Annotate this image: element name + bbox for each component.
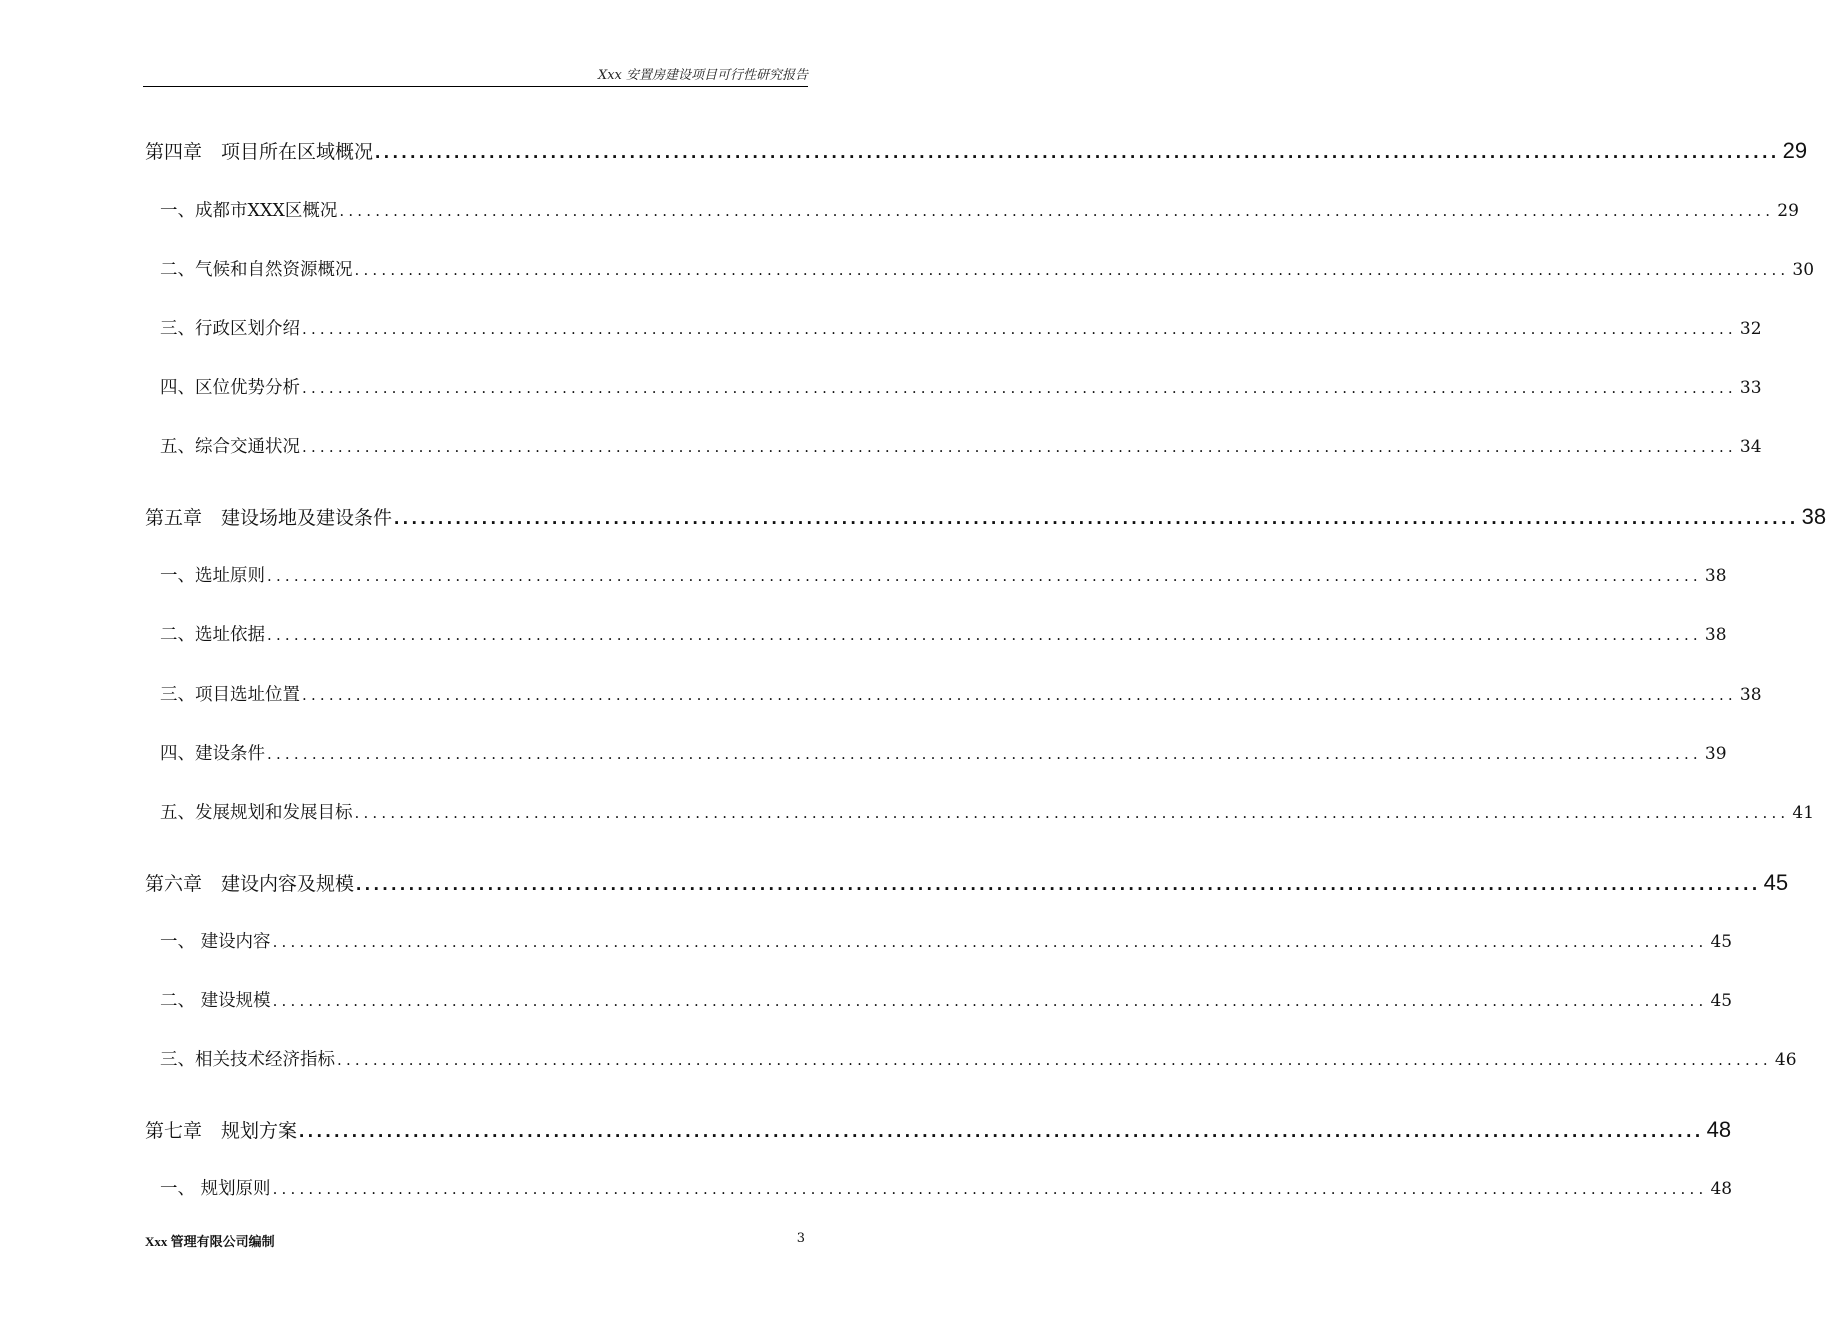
dot-leader: ................................................................................................................................................................ xyxy=(272,933,1708,951)
dot-leader: ................................................................................................................................................................ xyxy=(375,142,1780,163)
dot-leader: ................................................................................................................................................................ xyxy=(272,992,1708,1010)
toc-section-4-3[interactable] xyxy=(160,315,1762,340)
dot-leader: ................................................................................................................................................................ xyxy=(267,745,1702,763)
toc-section-4-5[interactable] xyxy=(160,433,1762,458)
dot-leader: ................................................................................................................................................................ xyxy=(302,438,1737,456)
toc-section-5-1[interactable] xyxy=(160,562,1727,587)
toc-page-number: 38 xyxy=(1739,685,1762,705)
dot-leader: ................................................................................................................................................................ xyxy=(354,804,1790,822)
dot-leader: ................................................................................................................................................................ xyxy=(339,202,1775,220)
toc-entry-label: 第七章 规划方案 xyxy=(145,1120,298,1142)
dot-leader: ................................................................................................................................................................ xyxy=(302,379,1737,397)
toc-entry-label: 一、选址原则 xyxy=(160,566,265,586)
toc-section-4-2[interactable] xyxy=(160,256,1815,281)
toc-section-5-3[interactable] xyxy=(160,681,1762,706)
toc-page-number: 45 xyxy=(1763,870,1789,895)
toc-section-6-1[interactable] xyxy=(160,928,1733,953)
footer-company: Xxx 管理有限公司编制 xyxy=(145,1234,275,1249)
toc-page-number: 39 xyxy=(1704,744,1727,764)
toc-section-5-2[interactable] xyxy=(160,621,1727,646)
toc-entry-label: 一、 规划原则 xyxy=(160,1179,271,1199)
toc-entry-label: 三、行政区划介绍 xyxy=(160,319,300,339)
toc-page-number: 33 xyxy=(1739,378,1762,398)
toc-page-number: 41 xyxy=(1792,803,1815,823)
toc-entry-label: 二、气候和自然资源概况 xyxy=(160,260,353,280)
toc-section-5-5[interactable] xyxy=(160,799,1815,824)
toc-page-number: 38 xyxy=(1704,625,1727,645)
dot-leader: ................................................................................................................................................................ xyxy=(337,1051,1772,1069)
toc-entry-label: 三、项目选址位置 xyxy=(160,685,300,705)
toc-section-6-2[interactable] xyxy=(160,987,1733,1012)
toc-entry-label: 一、成都市XXX区概况 xyxy=(160,201,338,221)
toc-page-number: 45 xyxy=(1710,991,1733,1011)
dot-leader: ................................................................................................................................................................ xyxy=(354,261,1790,279)
toc-page-number: 45 xyxy=(1710,932,1733,952)
toc-chapter-4[interactable] xyxy=(145,137,1808,164)
page-header-title: Xxx 安置房建设项目可行性研究报告 xyxy=(597,68,808,83)
toc-page-number: 30 xyxy=(1792,260,1815,280)
toc-section-4-1[interactable] xyxy=(160,197,1799,222)
toc-section-4-4[interactable] xyxy=(160,374,1762,399)
toc-entry-label: 四、建设条件 xyxy=(160,744,265,764)
footer-page-number: 3 xyxy=(796,1231,805,1246)
toc-page-number: 48 xyxy=(1710,1179,1733,1199)
dot-leader: ................................................................................................................................................................ xyxy=(302,320,1737,338)
dot-leader: ................................................................................................................................................................ xyxy=(272,1180,1708,1198)
toc-entry-label: 第六章 建设内容及规模 xyxy=(145,873,355,895)
toc-page-number: 32 xyxy=(1739,319,1762,339)
toc-page-number: 48 xyxy=(1706,1117,1732,1142)
toc-entry-label: 五、发展规划和发展目标 xyxy=(160,803,353,823)
toc-chapter-6[interactable] xyxy=(145,869,1789,896)
dot-leader: ................................................................................................................................................................ xyxy=(299,1121,1704,1142)
toc-page-number: 29 xyxy=(1782,138,1808,163)
toc-entry-label: 第五章 建设场地及建设条件 xyxy=(145,507,393,529)
toc-section-5-4[interactable] xyxy=(160,740,1727,765)
toc-section-6-3[interactable] xyxy=(160,1046,1797,1071)
toc-page-number: 38 xyxy=(1704,566,1727,586)
dot-leader: ................................................................................................................................................................ xyxy=(394,508,1799,529)
dot-leader: ................................................................................................................................................................ xyxy=(267,626,1702,644)
toc-entry-label: 五、综合交通状况 xyxy=(160,437,300,457)
toc-entry-label: 三、相关技术经济指标 xyxy=(160,1050,335,1070)
toc-page-number: 29 xyxy=(1777,201,1799,221)
toc-chapter-7[interactable] xyxy=(145,1116,1732,1143)
dot-leader: ................................................................................................................................................................ xyxy=(267,567,1702,585)
toc-section-7-1[interactable] xyxy=(160,1175,1733,1200)
toc-page-number: 38 xyxy=(1801,504,1826,529)
dot-leader: ................................................................................................................................................................ xyxy=(302,686,1737,704)
dot-leader: ................................................................................................................................................................ xyxy=(356,874,1761,895)
toc-entry-label: 四、区位优势分析 xyxy=(160,378,300,398)
toc-page-number: 34 xyxy=(1739,437,1762,457)
toc-chapter-5[interactable] xyxy=(145,503,1826,530)
toc-page-number: 46 xyxy=(1774,1050,1797,1070)
toc-entry-label: 一、 建设内容 xyxy=(160,932,271,952)
toc-entry-label: 二、 建设规模 xyxy=(160,991,271,1011)
toc-entry-label: 二、选址依据 xyxy=(160,625,265,645)
header-divider xyxy=(143,86,808,87)
toc-entry-label: 第四章 项目所在区域概况 xyxy=(145,141,374,163)
